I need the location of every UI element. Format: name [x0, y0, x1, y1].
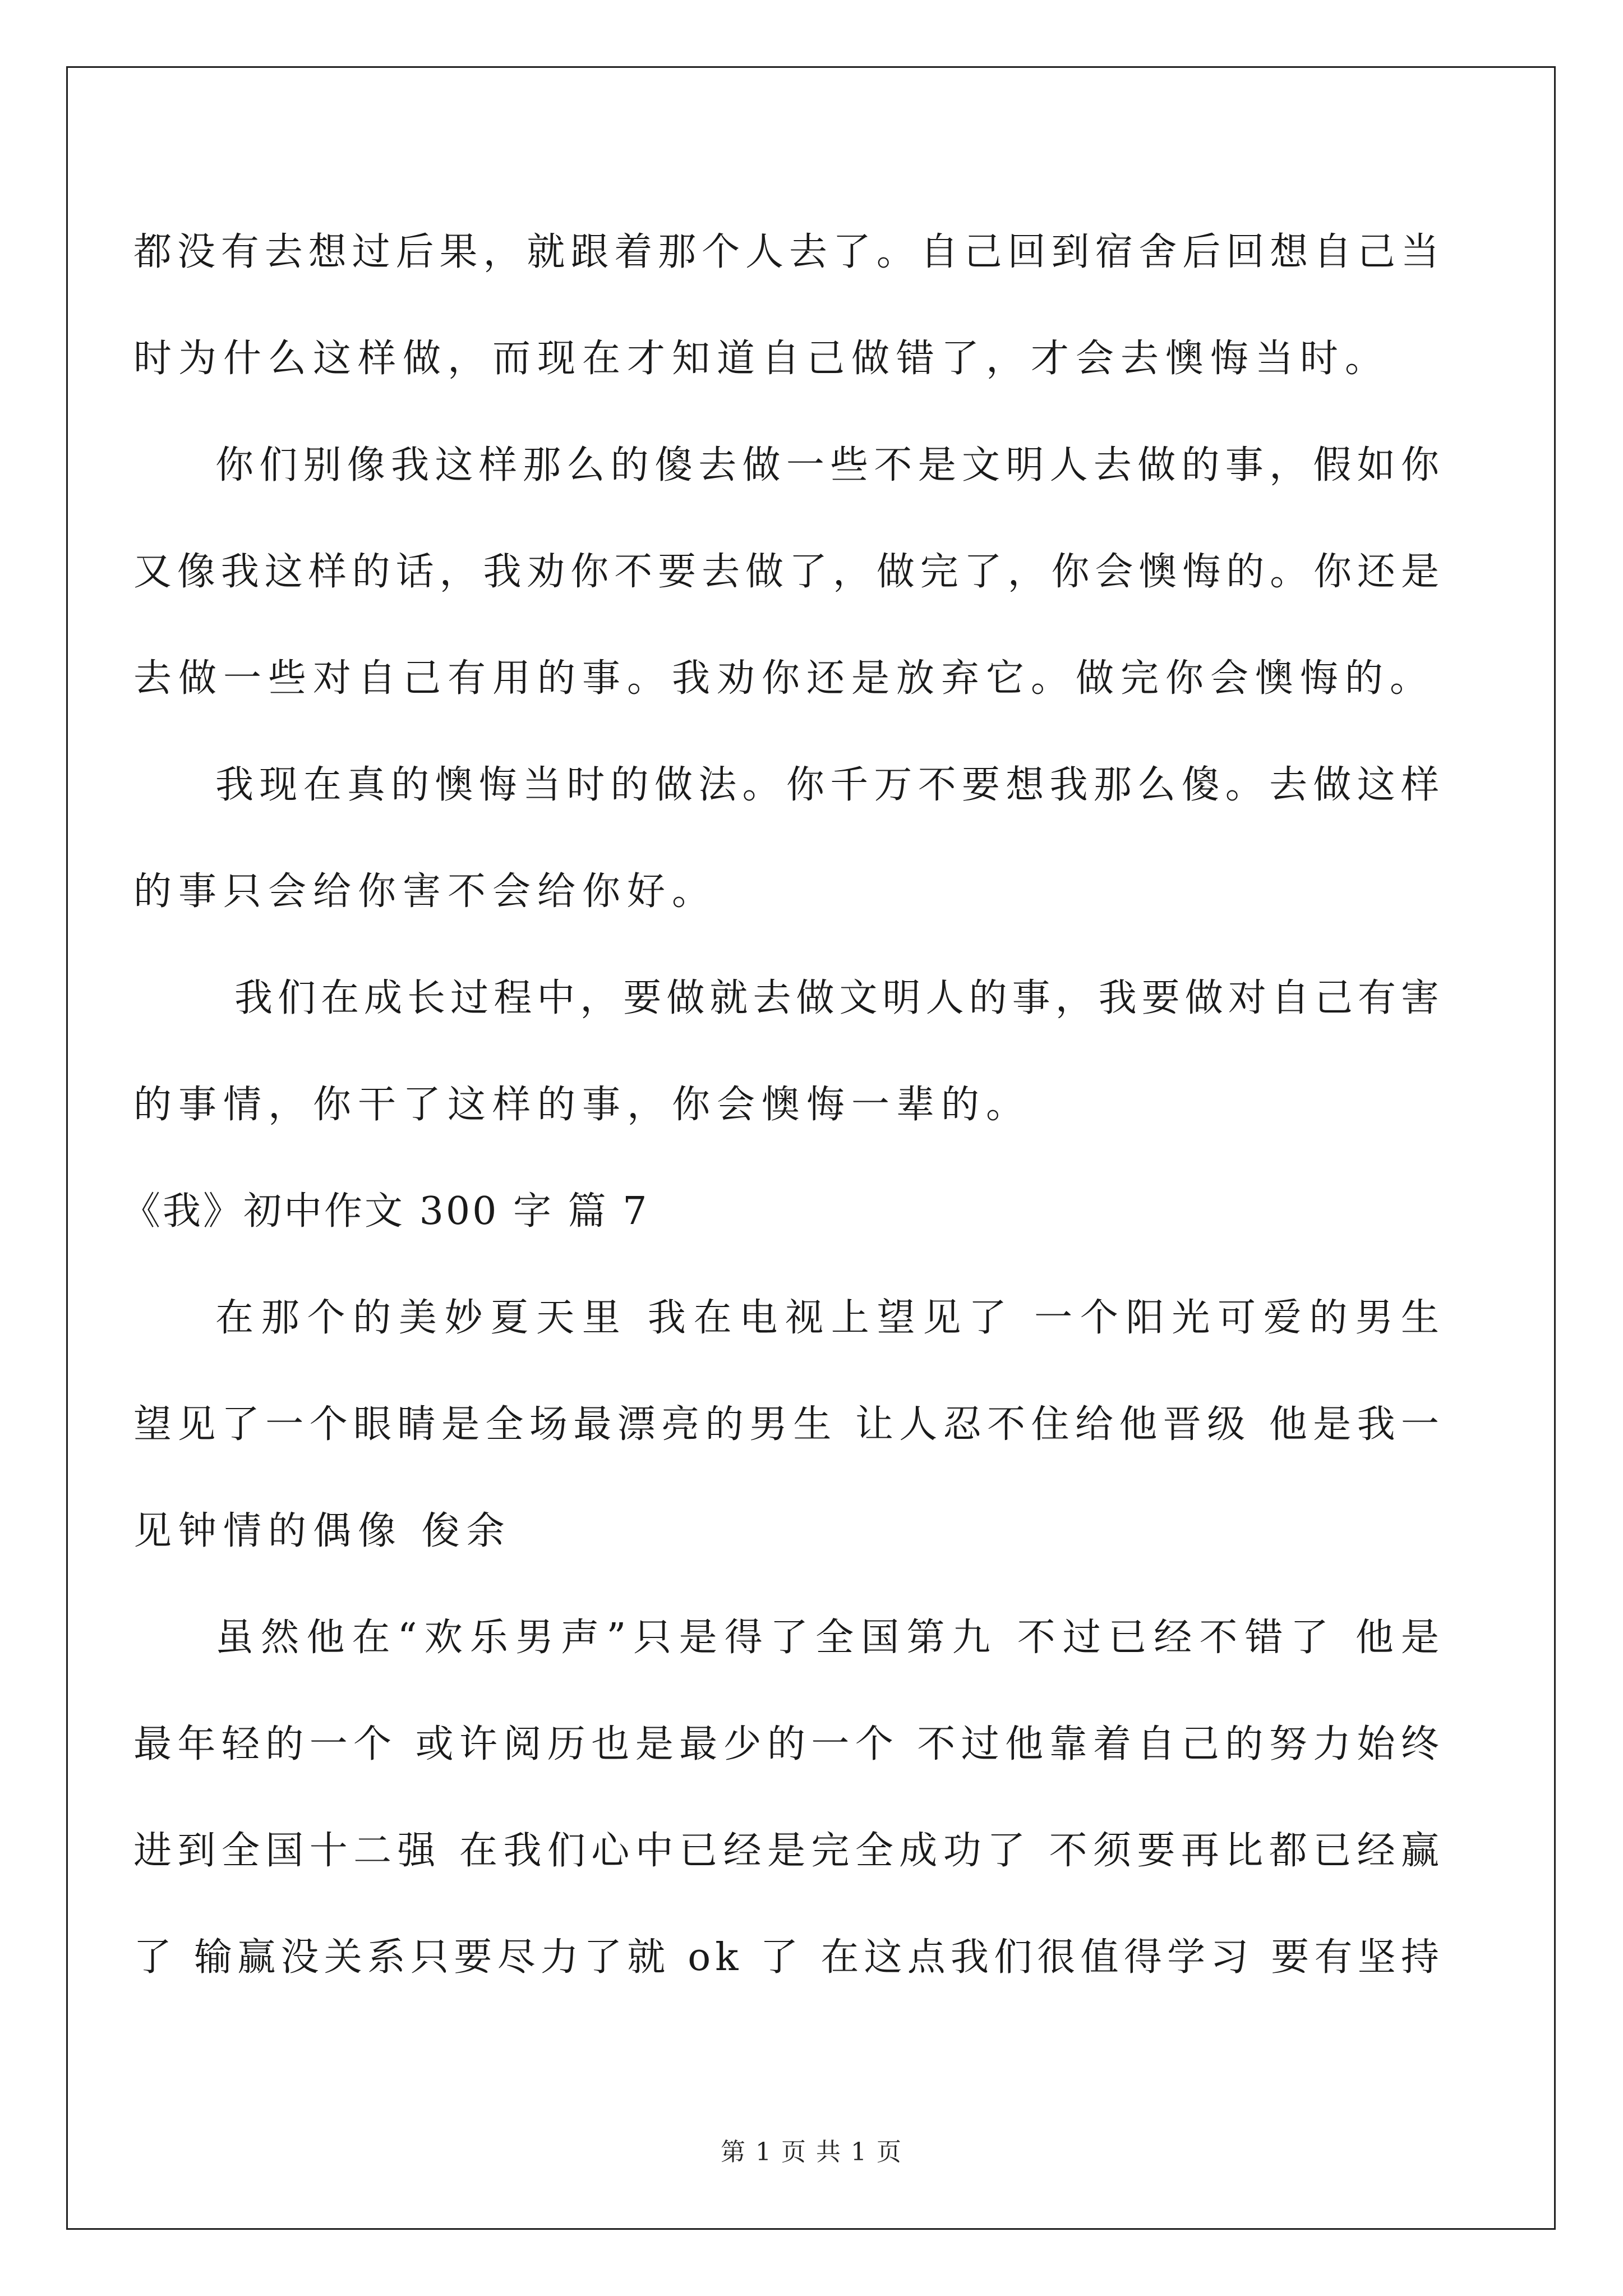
- text-line: 我们在成长过程中，要做就去做文明人的事，我要做对自己有害: [234, 976, 1444, 1020]
- text-line: 在那个的美妙夏天里 我在电视上望见了 一个阳光可爱的男生: [215, 1296, 1444, 1340]
- section-heading: 《我》初中作文 300 字 篇 7: [122, 1189, 649, 1234]
- text-line: 你们别像我这样那么的傻去做一些不是文明人去做的事，假如你: [215, 443, 1444, 487]
- text-line: 都没有去想过后果，就跟着那个人去了。自己回到宿舍后回想自己当: [133, 230, 1444, 274]
- text-line: 又像我这样的话，我劝你不要去做了，做完了，你会懊悔的。你还是: [133, 550, 1444, 594]
- text-line: 进到全国十二强 在我们心中已经是完全成功了 不须要再比都已经赢: [133, 1829, 1444, 1873]
- text-line: 最年轻的一个 或许阅历也是最少的一个 不过他靠着自己的努力始终: [133, 1722, 1444, 1766]
- text-line: 的事只会给你害不会给你好。: [133, 869, 717, 914]
- text-line: 的事情，你干了这样的事，你会懊悔一辈的。: [133, 1083, 1031, 1127]
- text-line: 我现在真的懊悔当时的做法。你千万不要想我那么傻。去做这样: [215, 763, 1444, 807]
- text-line: 时为什么这样做，而现在才知道自己做错了，才会去懊悔当时。: [133, 337, 1390, 381]
- page-footer: 第 1 页 共 1 页: [721, 2138, 902, 2166]
- text-line: 去做一些对自己有用的事。我劝你还是放弃它。做完你会懊悔的。: [133, 656, 1435, 701]
- text-line: 见钟情的偶像 俊余: [133, 1509, 511, 1553]
- text-line: 虽然他在“欢乐男声”只是得了全国第九 不过已经不错了 他是: [215, 1616, 1444, 1660]
- text-line: 望见了一个眼睛是全场最漂亮的男生 让人忍不住给他晋级 他是我一: [133, 1402, 1444, 1447]
- text-line: 了 输赢没关系只要尽力了就 ok 了 在这点我们很值得学习 要有坚持: [133, 1935, 1444, 1980]
